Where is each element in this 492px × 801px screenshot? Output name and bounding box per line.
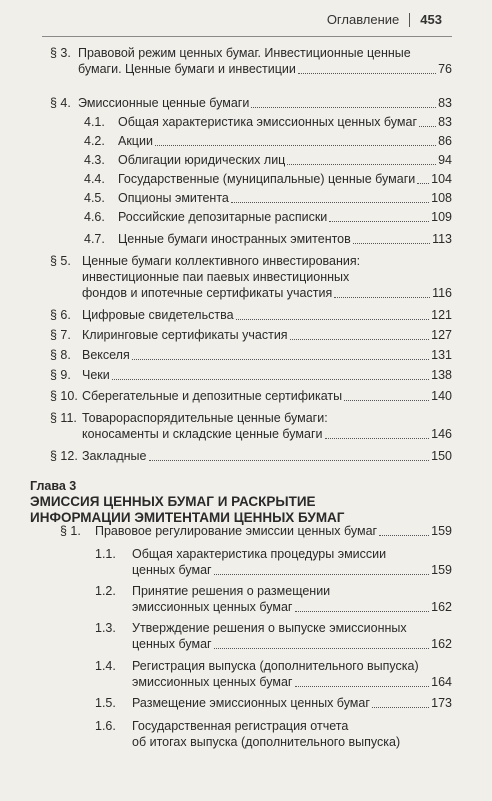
toc-entry-number: 4.7. [84,232,105,246]
dot-leader [214,648,430,649]
toc-page-number: 121 [431,308,452,322]
toc-entry-number: § 9. [50,368,71,382]
toc-entry-number: 4.4. [84,172,105,186]
dot-leader [329,221,429,222]
dot-leader [149,460,430,461]
toc-entry-title: об итогах выпуска (дополнительного выпуска) [132,735,401,749]
toc-entry-number: 1.6. [95,719,116,733]
toc-page-number: 76 [438,62,452,76]
toc-entry-title: коносаменты и складские ценные бумаги [82,427,323,441]
header-page-number: 453 [420,12,442,27]
toc-page-number: 173 [431,696,452,710]
toc-page-number: 113 [432,232,452,246]
toc-page-number: 83 [438,96,452,110]
toc-entry-title: фондов и ипотечные сертификаты участия [82,286,333,300]
toc-page-number: 150 [431,449,452,463]
toc-page-number: 109 [431,210,452,224]
toc-entry-title: Клиринговые сертификаты участия [82,328,288,342]
toc-entry-title: Регистрация выпуска (дополнительного выпуска) [132,659,419,673]
toc-entry-title: Государственная регистрация отчета [132,719,349,733]
toc-entry-number: § 6. [50,308,71,322]
toc-entry-number: § 8. [50,348,71,362]
toc-entry-number: § 10. [50,389,78,403]
toc-entry-title: Товарораспорядительные ценные бумаги: [82,411,328,425]
dot-leader [325,438,430,439]
dot-leader [287,164,436,165]
toc-page-number: 164 [431,675,452,689]
dot-leader [379,535,429,536]
toc-entry-number: § 7. [50,328,71,342]
toc-entry-title: бумаги. Ценные бумаги и инвестиции [78,62,296,76]
toc-entry-number: 4.1. [84,115,105,129]
toc-page-number: 116 [432,286,452,300]
toc-entry-title: Утверждение решения о выпуске эмиссионных [132,621,407,635]
toc-entry-number: 4.3. [84,153,105,167]
toc-entry-title: инвестиционные паи паевых инвестиционных [82,270,350,284]
toc-entry-title: Опционы эмитента [118,191,229,205]
dot-leader [236,319,430,320]
toc-entry-number: § 11. [50,411,77,425]
toc-page-number: 127 [431,328,452,342]
toc-page-number: 86 [438,134,452,148]
dot-leader [132,359,429,360]
toc-entry-title: Принятие решения о размещении [132,584,331,598]
toc-entry-title: ценных бумаг [132,637,212,651]
toc-page-number: 138 [431,368,452,382]
toc-entry-title: Облигации юридических лиц [118,153,286,167]
chapter-label: Глава 3 [30,479,77,493]
dot-leader [419,126,436,127]
dot-leader [353,243,430,244]
toc-page-number: 162 [431,637,452,651]
toc-entry-title: Общая характеристика эмиссионных ценных бумаг [118,115,418,129]
dot-leader [295,686,430,687]
toc-entry-title: Векселя [82,348,130,362]
toc-page-number: 108 [431,191,452,205]
toc-entry-number: § 5. [50,254,71,268]
toc-entry-title: Размещение эмиссионных ценных бумаг [132,696,370,710]
toc-entry-title: Акции [118,134,153,148]
dot-leader [344,400,429,401]
dot-leader [372,707,429,708]
dot-leader [290,339,430,340]
dot-leader [334,297,430,298]
dot-leader [417,183,429,184]
chapter-heading [30,478,344,526]
toc-entry-number: 4.2. [84,134,105,148]
dot-leader [298,73,436,74]
toc-page-number: 159 [431,563,452,577]
toc-entry-title: Правовой режим ценных бумаг. Инвестиционные ценные [78,46,411,60]
toc-entry-number: 4.6. [84,210,105,224]
toc-entry-title: Закладные [82,449,147,463]
toc-entry-number: § 12. [50,449,78,463]
toc-entry-title: Чеки [82,368,110,382]
toc-page-number: 83 [438,115,452,129]
dot-leader [251,107,436,108]
toc-entry-title: Ценные бумаги коллективного инвестирования: [82,254,361,268]
toc-entry-number: § 4. [50,96,71,110]
dot-leader [295,611,430,612]
chapter-title-line-1: ЭМИССИЯ ЦЕННЫХ БУМАГ И РАСКРЫТИЕ [30,494,316,509]
header-section-title: Оглавление [326,12,400,27]
toc-page-number: 146 [431,427,452,441]
toc-entry-number: 1.2. [95,584,116,598]
toc-page-number: 159 [431,524,452,538]
toc-page-number: 162 [431,600,452,614]
toc-entry-number: 1.3. [95,621,116,635]
toc-entry-title: эмиссионных ценных бумаг [132,675,293,689]
dot-leader [112,379,429,380]
toc-entry-title: Российские депозитарные расписки [118,210,328,224]
running-header [327,12,442,27]
toc-entry-number: § 1. [60,524,81,538]
dot-leader [214,574,430,575]
toc-entry-title: Государственные (муниципальные) ценные бумаги [118,172,416,186]
header-rule [42,36,452,37]
toc-entry-number: 1.4. [95,659,116,673]
toc-entry-title: ценных бумаг [132,563,212,577]
toc-page-number: 94 [438,153,452,167]
toc-entry-title: Эмиссионные ценные бумаги [78,96,250,110]
dot-leader [155,145,436,146]
toc-entry-title: Цифровые свидетельства [82,308,234,322]
toc-entry-number: 1.1. [95,547,116,561]
header-separator [409,13,410,27]
toc-page-number: 131 [431,348,452,362]
toc-entry-title: Правовое регулирование эмиссии ценных бумаг [95,524,378,538]
toc-entry-number: 1.5. [95,696,116,710]
toc-entry-title: Общая характеристика процедуры эмиссии [132,547,387,561]
chapter-title-line-2: ИНФОРМАЦИИ ЭМИТЕНТАМИ ЦЕННЫХ БУМАГ [30,510,345,525]
toc-page-number: 140 [431,389,452,403]
toc-entry-number: 4.5. [84,191,105,205]
dot-leader [231,202,429,203]
toc-entry-title: эмиссионных ценных бумаг [132,600,293,614]
toc-entry-number: § 3. [50,46,71,60]
toc-entry-title: Ценные бумаги иностранных эмитентов [118,232,351,246]
toc-entry-title: Сберегательные и депозитные сертификаты [82,389,343,403]
toc-page-number: 104 [431,172,452,186]
